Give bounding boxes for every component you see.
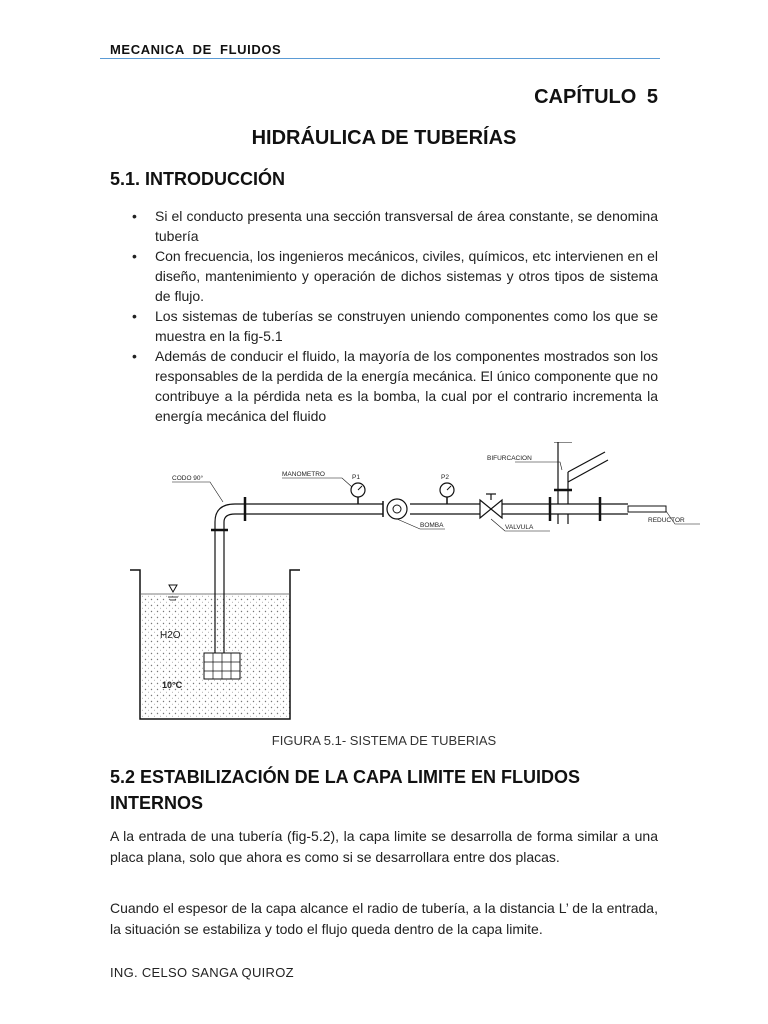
label-manometro: MANOMETRO: [282, 471, 325, 478]
bullet-item: • Con frecuencia, los ingenieros mecánicos, civiles, químicos, etc intervienen en el diseño, mantenimiento y operación de dichos sistemas y otros tipos de sistema de flujo.: [132, 246, 658, 306]
label-reductor: REDUCTOR: [648, 517, 685, 524]
paragraph: A la entrada de una tubería (fig-5.2), la capa limite se desarrolla de forma similar a una placa plana, solo que ahora es como si se desarrollara entre dos placas.: [110, 828, 658, 865]
label-codo: CODO 90°: [172, 475, 204, 482]
paragraph: Cuando el espesor de la capa alcance el radio de tubería, a la distancia L’ de la entrada, la situación se estabiliza y todo el flujo queda dentro de la capa limite.: [110, 900, 658, 937]
section-2-heading: 5.2 ESTABILIZACIÓN DE LA CAPA LIMITE EN FLUIDOS INTERNOS: [110, 767, 581, 813]
section-1-heading: 5.1. INTRODUCCIÓN: [110, 169, 286, 189]
chapter-label: CAPÍTULO 5: [534, 86, 658, 108]
pressure-gauge-p2: [440, 483, 454, 504]
valve: [480, 494, 502, 518]
pump: [383, 499, 407, 519]
temperature-label: 10°C: [162, 680, 183, 690]
footer-author: ING. CELSO SANGA QUIROZ: [110, 965, 294, 980]
water-label: H2O: [160, 630, 181, 641]
label-valvula: VALVULA: [505, 524, 534, 531]
elbow-90: [215, 504, 242, 522]
label-bifurcacion: BIFURCACION: [487, 455, 532, 462]
figure-caption: FIGURA 5.1- SISTEMA DE TUBERIAS: [271, 733, 497, 748]
label-p2: P2: [441, 474, 449, 481]
leader-lines: [172, 462, 700, 531]
bullet-item: • Si el conducto presenta una sección transversal de área constante, se denomina tubería: [132, 206, 658, 246]
pressure-gauge-p1: [351, 483, 365, 504]
horizontal-pipe: [242, 497, 666, 521]
pipe-system-figure: [120, 442, 700, 727]
running-header: MECANICA DE FLUIDOS: [110, 42, 282, 57]
chapter-title: HIDRÁULICA DE TUBERÍAS: [251, 127, 517, 149]
bullet-item: • Los sistemas de tuberías se construyen uniendo componentes como los que se muestra en la fig-5.1: [132, 306, 658, 346]
intro-bullet-list: [132, 206, 658, 426]
header-rule: [100, 58, 660, 59]
label-p1: P1: [352, 474, 360, 481]
bullet-item: • Además de conducir el fluido, la mayoría de los componentes mostrados son los responsables de la perdida de la energía mecánica. El único componente que no contribuye a la pérdida neta es la bomba, la cual por el contrario incrementa la energía mecánica del fluido: [132, 346, 658, 426]
label-bomba: BOMBA: [420, 522, 444, 529]
